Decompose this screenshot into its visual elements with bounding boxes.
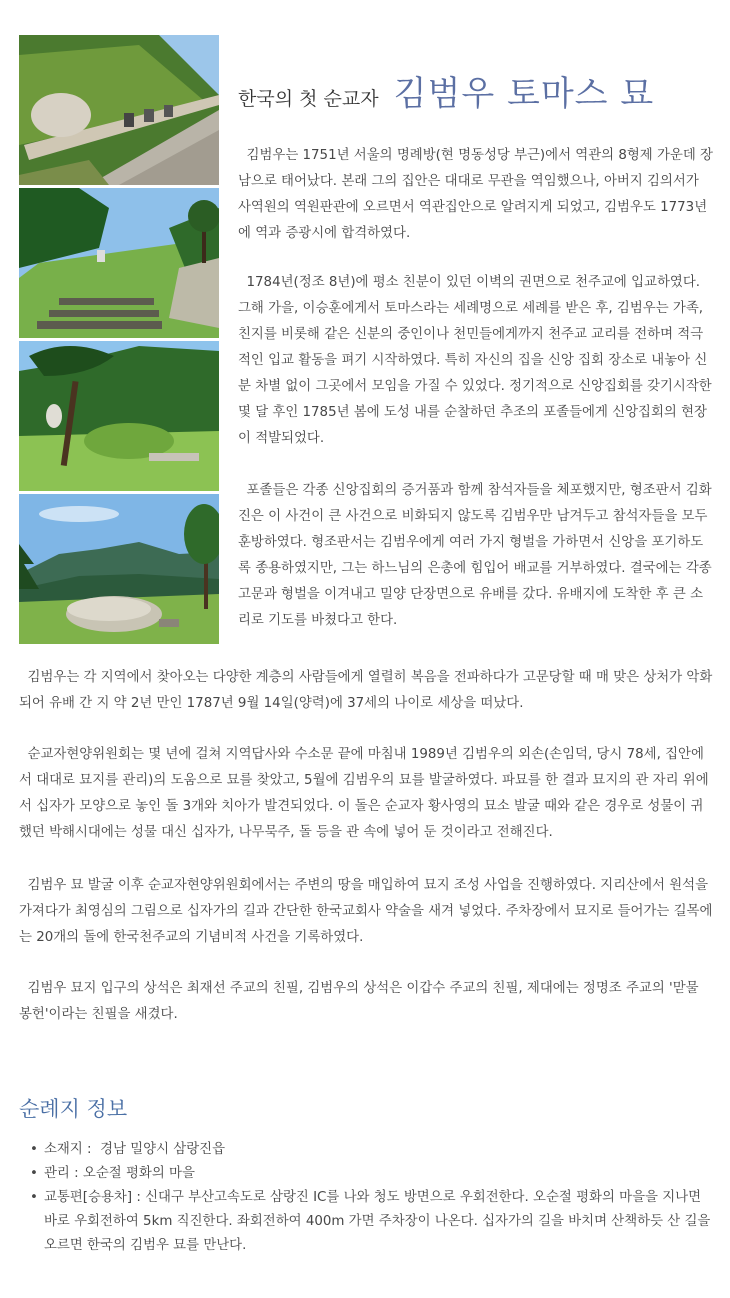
photo-stone-mountains: [19, 494, 219, 644]
bullet-icon: •: [30, 1190, 38, 1205]
full-paragraph-3-block: [19, 873, 714, 951]
full-paragraph: 김범우 묘지 입구의 상석은 최재선 주교의 친필, 김범우의 상석은 이갑수 주교의 친필, 제대에는 정명조 주교의 '맏물 봉헌'이라는 친필을 새겼다.: [19, 981, 703, 1022]
info-list: [28, 1138, 718, 1258]
photo-steps-image: [19, 188, 219, 338]
info-item-text: 소재지 : 경남 밀양시 삼랑진읍: [44, 1142, 226, 1157]
heading-subtitle: 한국의 첫 순교자: [238, 88, 379, 110]
side-paragraph: 김범우는 1751년 서울의 명례방(현 명동성당 부근)에서 역관의 8형제 가운데 장남으로 태어났다. 본래 그의 집안은 대대로 무관을 역임했으나, 아버지 김의서가 사역원의 역원판관에 오르면서 역관집안으로 알려지게 되었고, 김범우도 1773년에 역과 증광시에 합격하였다.: [238, 148, 713, 241]
info-item-location: [28, 1138, 718, 1162]
side-paragraph: 포졸들은 각종 신앙집회의 증거품과 함께 참석자들을 체포했지만, 형조판서 김화진은 이 사건이 큰 사건으로 비화되지 않도록 김범우만 남겨두고 참석자들을 모두 훈방하였다. 형조판서는 김범우에게 여러 가지 형벌을 가하면서 신앙을 포기하도록 종용하였지만, 그는 하느님의 은총에 힘입어 배교를 거부하였다. 결국에는 각종 고문과 형벌을 이겨내고 밀양 단장면으로 유배를 갔다. 유배지에 도착한 후 큰 소리로 기도를 바쳤다고 한다.: [238, 483, 716, 628]
photo-column: [19, 35, 219, 647]
heading-title: 김범우 토마스 묘: [393, 74, 655, 114]
photo-tomb-pine-image: [19, 341, 219, 491]
photo-rock-path: [19, 35, 219, 185]
side-paragraph: 1784년(정조 8년)에 평소 친분이 있던 이벽의 권면으로 천주교에 입교하였다. 그해 가을, 이승훈에게서 토마스라는 세례명으로 세례를 받은 후, 김범우는 가족, 친지를 비롯해 같은 신분의 중인이나 천민들에게까지 천주교 교리를 전하며 적극적인 입교 활동을 펴기 시작하였다. 특히 자신의 집을 신앙 집회 장소로 내놓아 신분 차별 없이 그곳에서 모임을 가질 수 있었다. 정기적으로 신앙집회를 갖기시작한 몇 달 후인 1785년 봄에 도성 내를 순찰하던 추조의 포졸들에게 신앙집회의 현장이 적발되었다.: [238, 275, 716, 446]
bullet-icon: •: [30, 1166, 38, 1181]
bullet-icon: •: [30, 1142, 38, 1157]
photo-rock-path-image: [19, 35, 219, 185]
page-heading: [238, 66, 654, 115]
info-item-text: 교통편[승용차] : 신대구 부산고속도로 삼랑진 IC를 나와 청도 방면으로 우회전한다. 오순절 평화의 마을을 지나면 바로 우회전하여 5km 직진한다. 좌회전하여 400m 가면 주차장이 나온다. 십자가의 길을 바치며 산책하듯 산 길을 오르면 한국의 김범우 묘를 만난다.: [44, 1190, 711, 1253]
photo-stone-mountains-image: [19, 494, 219, 644]
info-item-transport: [28, 1186, 718, 1258]
info-item-text: 관리 : 오순절 평화의 마을: [44, 1166, 195, 1181]
full-paragraph-2-block: [19, 742, 714, 846]
side-paragraph-3-block: [238, 478, 714, 634]
side-paragraph-1-block: [238, 143, 714, 247]
full-paragraph: 순교자현양위원회는 몇 년에 걸쳐 지역답사와 수소문 끝에 마침내 1989년 김범우의 외손(손임덕, 당시 78세, 집안에서 대대로 묘지를 관리)의 도움으로 묘를 찾았고, 5월에 김범우의 묘를 발굴하였다. 파묘를 한 결과 묘지의 관 자리 위에서 십자가 모양으로 놓인 돌 3개와 치아가 발견되었다. 이 돌은 순교자 황사영의 묘소 발굴 때와 같은 경우로 성물이 귀했던 박해시대에는 성물 대신 십자가, 나무묵주, 돌 등을 관 속에 넣어 둔 것이라고 전해진다.: [19, 747, 709, 840]
full-paragraph: 김범우는 각 지역에서 찾아오는 다양한 계층의 사람들에게 열렬히 복음을 전파하다가 고문당할 때 매 맞은 상처가 악화되어 유배 간 지 약 2년 만인 1787년 9월 14일(양력)에 37세의 나이로 세상을 떠났다.: [19, 670, 713, 711]
info-item-management: [28, 1162, 718, 1186]
info-section-title: 순례지 정보: [19, 1097, 128, 1121]
full-paragraph-4-block: [19, 976, 714, 1028]
photo-tomb-pine: [19, 341, 219, 491]
side-paragraph-2-block: [238, 270, 714, 452]
full-paragraph-1-block: [19, 665, 714, 717]
photo-steps: [19, 188, 219, 338]
full-paragraph: 김범우 묘 발굴 이후 순교자현양위원회에서는 주변의 땅을 매입하여 묘지 조성 사업을 진행하였다. 지리산에서 원석을 가져다가 최영심의 그림으로 십자가의 길과 간단한 한국교회사 약술을 새겨 넣었다. 주차장에서 묘지로 들어가는 길목에는 20개의 돌에 한국천주교의 기념비적 사건을 기록하였다.: [19, 878, 713, 945]
